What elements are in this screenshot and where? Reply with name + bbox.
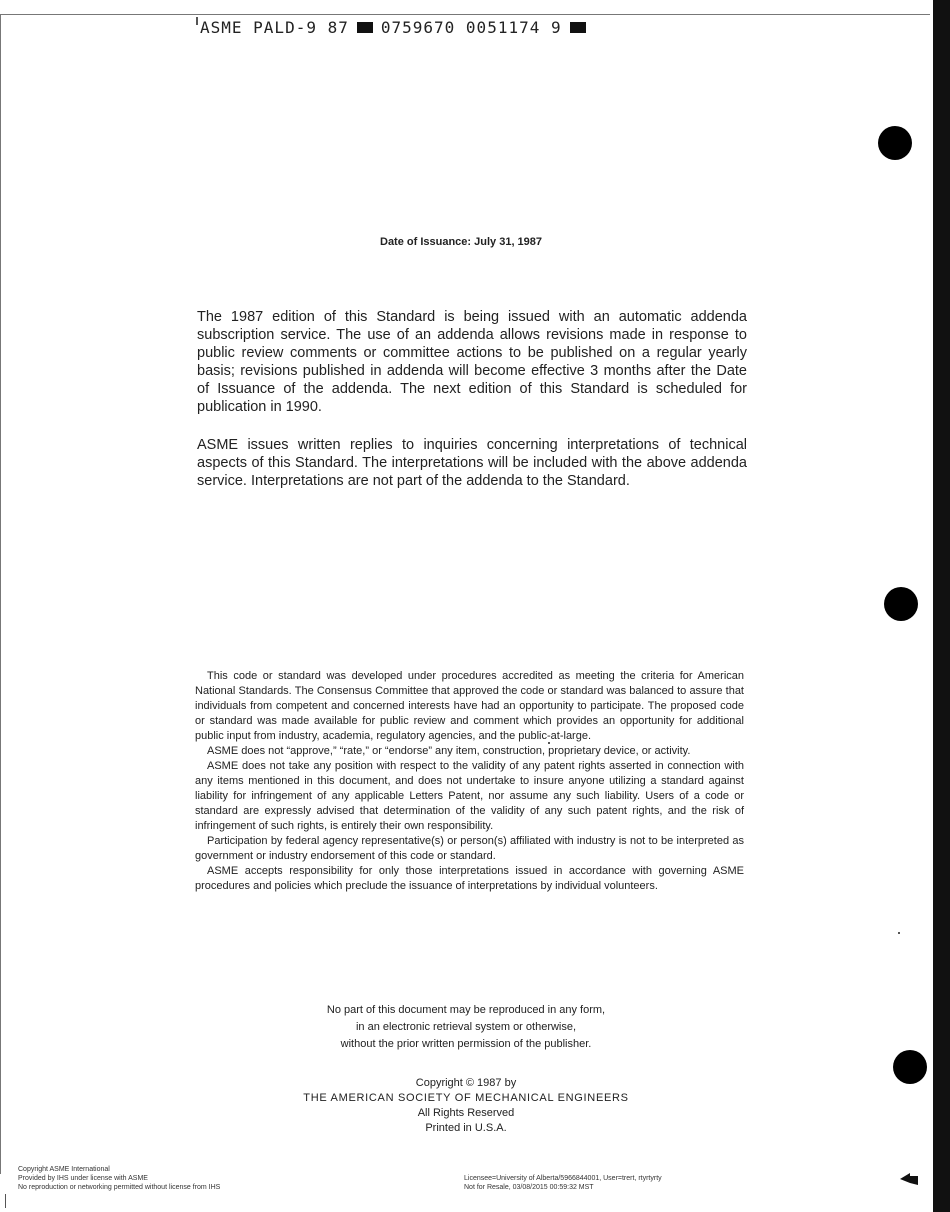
scan-speck xyxy=(548,742,550,744)
page-border-top xyxy=(0,14,930,15)
doc-code-left: ASME PALD-9 87 xyxy=(200,18,349,37)
scan-mark-icon xyxy=(900,1172,918,1186)
punch-hole-middle xyxy=(884,587,918,621)
policy-paragraph: ASME accepts responsibility for only those interpretations issued in accordance with governing ASME procedures and policies which preclude the issuance of interpretations by individual volunteers. xyxy=(195,865,744,892)
scan-speck xyxy=(5,1194,6,1208)
barcode-mark-right xyxy=(570,22,586,33)
footer-line: Provided by IHS under license with ASME xyxy=(18,1175,148,1182)
interpretations-paragraph: ASME issues written replies to inquiries concerning interpretations of technical aspects of this Standard. The interpretations will be included with the above addenda service. Interpretations are not part of the addenda to the Standard. xyxy=(197,437,747,489)
page-border-left xyxy=(0,14,1,1174)
document-code-header xyxy=(200,18,586,37)
edition-paragraph: The 1987 edition of this Standard is being issued with an automatic addenda subscription service. The use of an addenda allows revisions made in response to public review comments or committee actions to be published on a regular yearly basis; revisions published in addenda will become effective 3 months after the Date of Issuance of the addenda. The next edition of this Standard is scheduled for publication in 1990. xyxy=(197,309,747,415)
notice-line: No part of this document may be reproduced in any form, xyxy=(326,1004,606,1016)
footer-license-right xyxy=(464,1174,662,1192)
footer-license-left xyxy=(18,1165,220,1192)
scan-edge xyxy=(933,0,950,1212)
policy-paragraph: ASME does not take any position with respect to the validity of any patent rights asserted in connection with any items mentioned in this document, and does not undertake to insure anyone utilizing a standard against liability for infringement of any applicable Letters Patent, nor assume any such liability. Users of a code or standard are expressly advised that determination of the validity of any such patent rights, and the risk of infringement of such rights, is entirely their own responsibility. xyxy=(195,760,744,832)
scan-speck xyxy=(196,17,198,25)
scan-speck xyxy=(898,932,900,934)
policy-statement xyxy=(195,669,744,894)
footer-line: Copyright ASME International xyxy=(18,1166,110,1173)
footer-line: Not for Resale, 03/08/2015 00:59:32 MST xyxy=(464,1184,594,1191)
policy-paragraph: Participation by federal agency representative(s) or person(s) affiliated with industry is not to be interpreted as government or industry endorsement of this code or standard. xyxy=(195,835,744,862)
footer-line: No reproduction or networking permitted without license from IHS xyxy=(18,1184,221,1191)
doc-code-numbers: 0759670 0051174 9 xyxy=(380,18,562,37)
footer-line: Licensee=University of Alberta/5966844001, User=trert, rtyrtyrty xyxy=(464,1175,662,1182)
date-of-issuance: Date of Issuance: July 31, 1987 xyxy=(380,236,543,248)
notice-line: in an electronic retrieval system or otherwise, xyxy=(355,1021,577,1033)
rights-reserved: All Rights Reserved xyxy=(417,1107,515,1119)
punch-hole-top xyxy=(878,126,912,160)
barcode-mark-left xyxy=(357,22,373,33)
copyright-block xyxy=(260,1076,672,1136)
reproduction-notice xyxy=(260,1002,672,1053)
printed-in: Printed in U.S.A. xyxy=(425,1122,507,1134)
notice-line: without the prior written permission of the publisher. xyxy=(340,1038,592,1050)
copyright-line: Copyright © 1987 by xyxy=(415,1077,517,1089)
organization-name: THE AMERICAN SOCIETY OF MECHANICAL ENGINEERS xyxy=(303,1092,629,1104)
policy-paragraph: This code or standard was developed under procedures accredited as meeting the criteria for American National Standards. The Consensus Committee that approved the code or standard was balanced to assure that individuals from competent and concerned interests have had an opportunity to participate. The proposed code or standard was made available for public review and comment which provides an opportunity for additional public input from industry, academia, regulatory agencies, and the public-at-large. xyxy=(195,670,744,742)
punch-hole-bottom xyxy=(893,1050,927,1084)
policy-paragraph: ASME does not “approve,” “rate,” or “endorse” any item, construction, proprietary device, or activity. xyxy=(207,745,691,757)
